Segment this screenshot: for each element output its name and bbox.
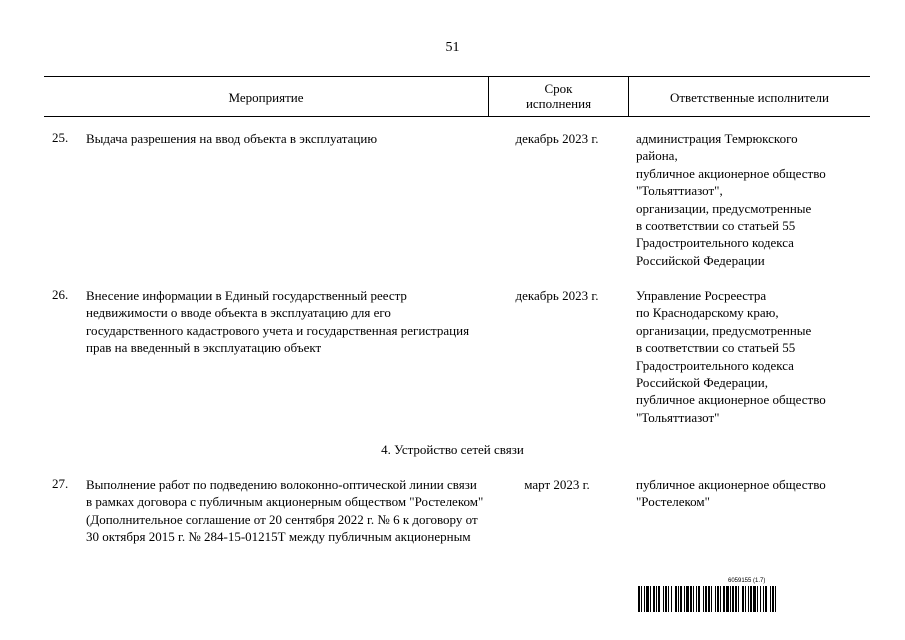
row-deadline: декабрь 2023 г. xyxy=(515,131,599,146)
header-deadline-line2: исполнения xyxy=(525,96,592,111)
page-number: 51 xyxy=(445,40,460,55)
header-deadline-line1: Срок xyxy=(544,81,573,96)
header-deadline xyxy=(489,81,628,111)
barcode-bar xyxy=(776,586,778,612)
header-event: Мероприятие xyxy=(228,90,304,105)
row-number: 25. xyxy=(52,130,69,145)
row-responsible: Управление Росреестра по Краснодарскому краю, организации, предусмотренные в соответствии со статьей 55 Градостроительного кодекса Российской Федерации, публичное акционерное общество "Тольяттиазот" xyxy=(636,288,826,425)
row-event: Выполнение работ по подведению волоконно-оптической линии связи в рамках договора с публичным акционерным обществом "Ростелеком" (Дополнительное соглашение от 20 сентября 2022 г. № 6 к договору от 30 октября 2015 г. № 284-15-01215Т между публичным акционерным xyxy=(86,477,484,545)
section-title: 4. Устройство сетей связи xyxy=(381,442,524,457)
table-top-rule xyxy=(44,76,870,77)
header-responsible: Ответственные исполнители xyxy=(669,90,829,105)
row-deadline: декабрь 2023 г. xyxy=(515,288,599,303)
row-responsible: публичное акционерное общество "Ростелеком" xyxy=(636,477,826,510)
row-event: Внесение информации в Единый государственный реестр недвижимости о вводе объекта в эксплуатацию для его государственного кадастрового учета и государственная регистрация прав на введенный в эксплуатацию объект xyxy=(86,288,470,356)
row-number: 27. xyxy=(52,476,69,491)
barcode xyxy=(638,586,860,612)
row-deadline: март 2023 г. xyxy=(524,477,590,492)
table-header-bottom-rule xyxy=(44,116,870,117)
barcode-label: 6059155 (1.7) xyxy=(728,578,766,584)
row-responsible: администрация Темрюкского района, публичное акционерное общество "Тольяттиазот", организации, предусмотренные в соответствии со статьей 55 Градостроительного кодекса Российской Федерации xyxy=(636,131,826,268)
row-number: 26. xyxy=(52,287,69,302)
row-event: Выдача разрешения на ввод объекта в эксплуатацию xyxy=(86,131,378,146)
